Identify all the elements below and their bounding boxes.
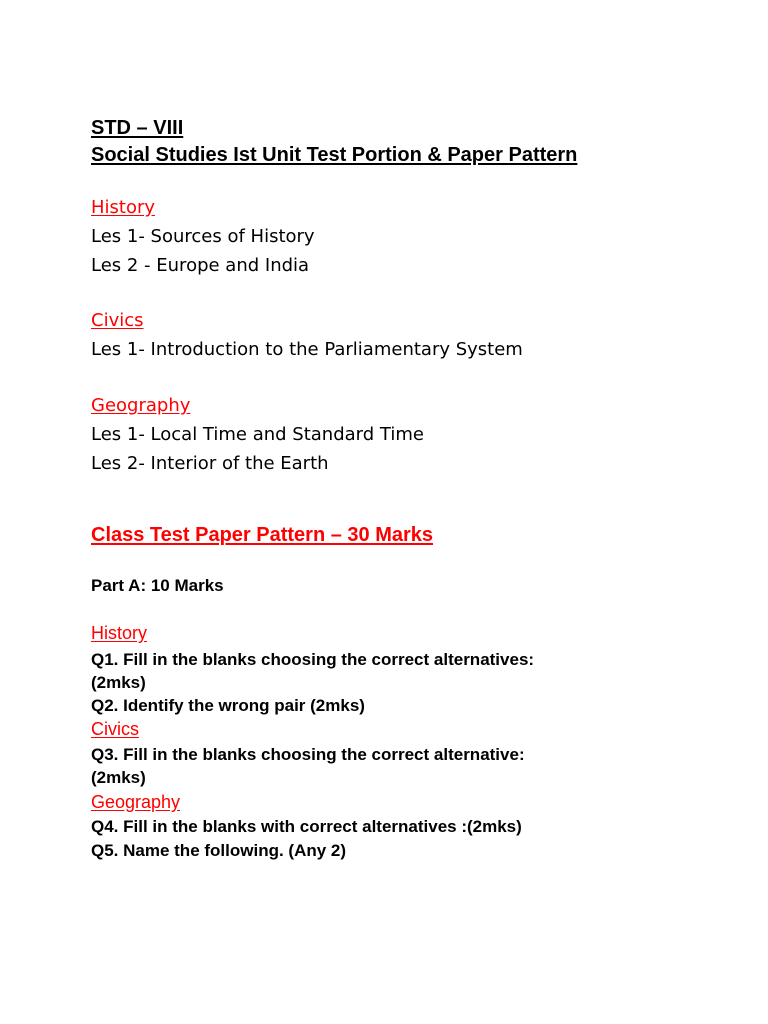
question-q2: Q2. Identify the wrong pair (2mks) [91,696,365,715]
pattern-heading: Class Test Paper Pattern – 30 Marks [91,524,434,546]
lesson-item: Les 1- Local Time and Standard Time [91,424,424,445]
question-q1: Q1. Fill in the blanks choosing the correct alternatives: [91,650,535,669]
lesson-item: Les 2- Interior of the Earth [91,453,329,474]
pattern-subject-geography: Geography [91,792,181,812]
lesson-item: Les 2 - Europe and India [91,255,310,276]
question-q4: Q4. Fill in the blanks with correct alternatives :(2mks) [91,817,522,836]
document-title: Social Studies Ist Unit Test Portion & Paper Pattern [91,144,578,166]
question-q1-marks: (2mks) [91,673,146,692]
question-q3-marks: (2mks) [91,768,146,787]
question-q5: Q5. Name the following. (Any 2) [91,841,347,860]
lesson-item: Les 1- Introduction to the Parliamentary System [91,339,523,360]
section-heading-geography: Geography [91,395,191,416]
pattern-subject-civics: Civics [91,719,139,739]
part-a-heading: Part A: 10 Marks [91,576,224,595]
lesson-item: Les 1- Sources of History [91,226,315,247]
std-heading: STD – VIII [91,117,184,139]
question-q3: Q3. Fill in the blanks choosing the correct alternative: [91,745,525,764]
section-heading-history: History [91,197,156,218]
pattern-subject-history: History [91,623,148,643]
section-heading-civics: Civics [91,310,144,331]
